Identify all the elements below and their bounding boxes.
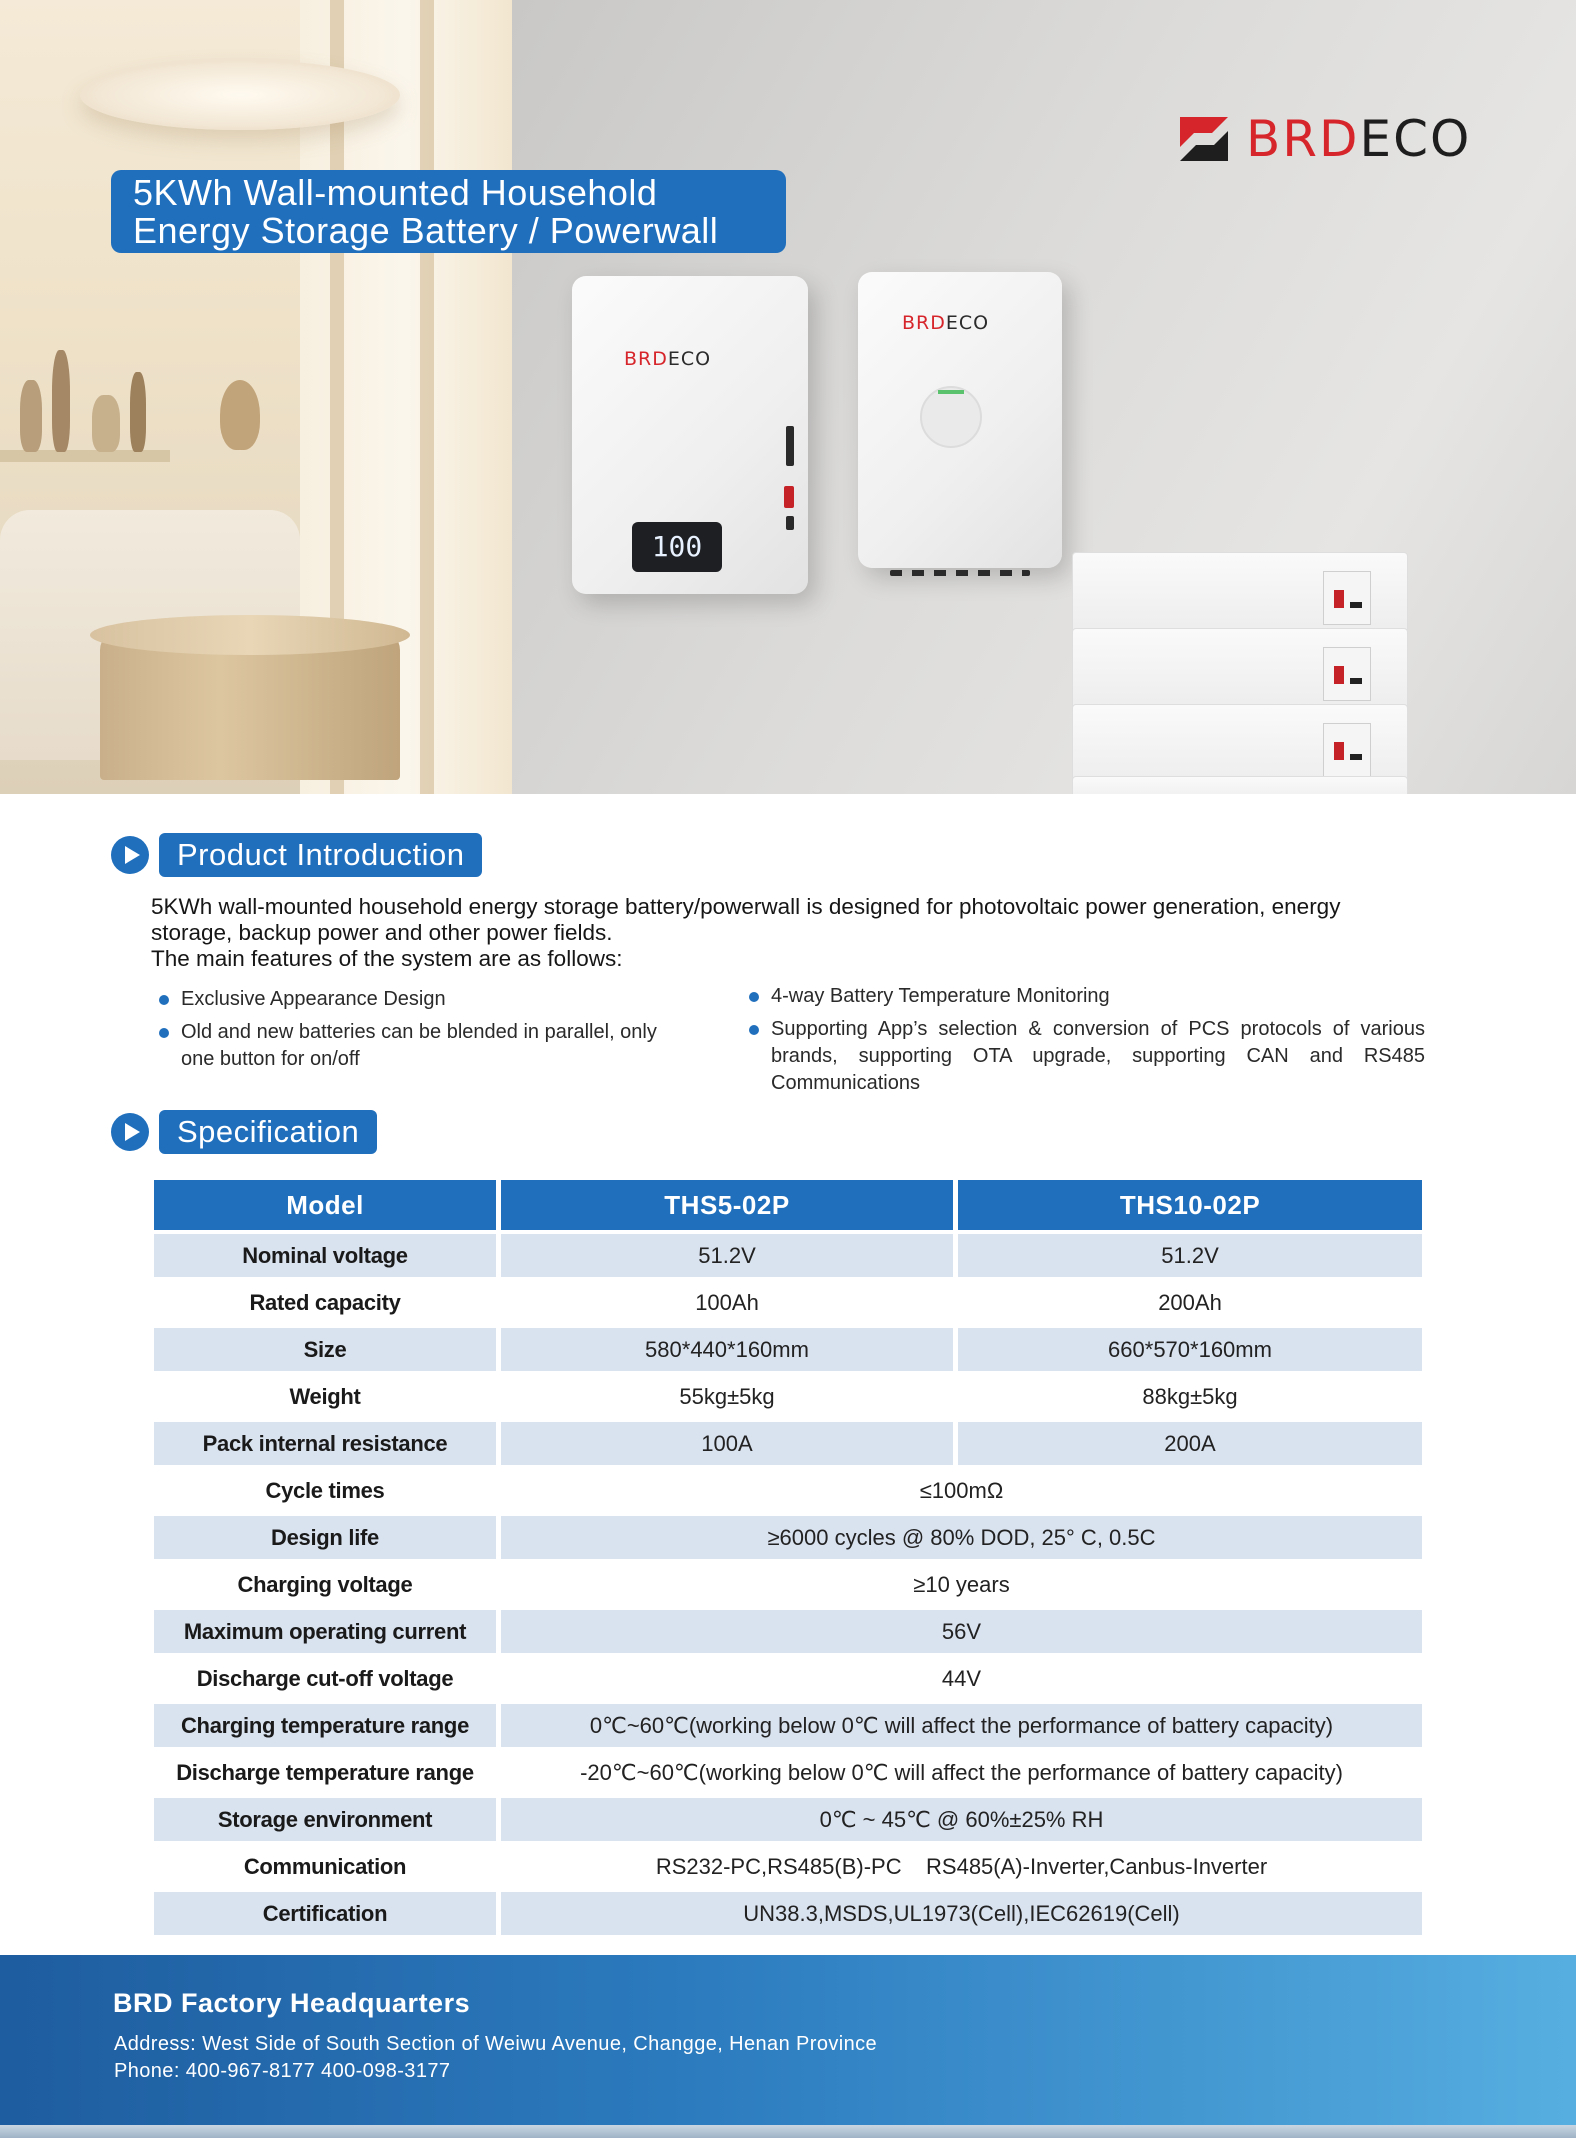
spec-label: Nominal voltage (154, 1234, 496, 1277)
section-title: Specification (159, 1110, 377, 1154)
spec-value: 200A (958, 1422, 1422, 1465)
spec-label: Discharge cut-off voltage (154, 1657, 496, 1700)
spec-label: Pack internal resistance (154, 1422, 496, 1465)
section-header-specification (111, 1110, 377, 1154)
product-title-banner (111, 170, 786, 253)
table-row (154, 1798, 1422, 1841)
spec-value: 88kg±5kg (958, 1375, 1422, 1418)
stack-battery-module (1072, 628, 1408, 716)
spec-value: 51.2V (501, 1234, 953, 1277)
brand-logo (1172, 104, 1471, 174)
spec-label: Charging voltage (154, 1563, 496, 1606)
feature-list-right (745, 983, 1425, 1103)
brand-wordmark: BRDECO (1246, 110, 1472, 168)
pendant-lamp (80, 60, 400, 130)
spec-value: 0℃~60℃(working below 0℃ will affect the performance of battery capacity) (501, 1704, 1422, 1747)
spec-label: Weight (154, 1375, 496, 1418)
product-title-line2: Energy Storage Battery / Powerwall (133, 210, 719, 251)
status-led (938, 390, 964, 394)
column-header: THS5-02P (501, 1180, 953, 1230)
spec-value: 580*440*160mm (501, 1328, 953, 1371)
spec-label: Charging temperature range (154, 1704, 496, 1747)
brand-mark-icon (1172, 107, 1236, 171)
table-row (154, 1610, 1422, 1653)
table-row (154, 1375, 1422, 1418)
spec-label: Certification (154, 1892, 496, 1935)
window-frame (420, 0, 434, 794)
power-switch (784, 486, 794, 508)
stack-battery-module (1072, 552, 1408, 640)
play-arrow-icon (111, 1113, 149, 1151)
vase (92, 395, 120, 452)
table-row (154, 1469, 1422, 1512)
introduction-text (151, 894, 1426, 972)
spec-value: ≥6000 cycles @ 80% DOD, 25° C, 0.5C (501, 1516, 1422, 1559)
footer (0, 1955, 1576, 2138)
coffee-table-top (90, 615, 410, 655)
footer-bottom-bar (0, 2125, 1576, 2138)
spec-value: 0℃ ~ 45℃ @ 60%±25% RH (501, 1798, 1422, 1841)
intro-paragraph: The main features of the system are as follows: (151, 946, 623, 971)
intro-paragraph: 5KWh wall-mounted household energy storage battery/powerwall is designed for photovoltaic power generation, energy storage, backup power and other power fields. (151, 894, 1341, 945)
product-logo: BRDECO (624, 348, 712, 370)
table-row (154, 1422, 1422, 1465)
feature-item: Exclusive Appearance Design (155, 986, 675, 1013)
spec-label: Communication (154, 1845, 496, 1888)
port (786, 516, 794, 530)
table-row (154, 1563, 1422, 1606)
spec-value: 44V (501, 1657, 1422, 1700)
spec-value: 56V (501, 1610, 1422, 1653)
vase (52, 350, 70, 452)
play-arrow-icon (111, 836, 149, 874)
table-row (154, 1328, 1422, 1371)
product-logo: BRDECO (902, 312, 990, 334)
table-row (154, 1657, 1422, 1700)
feature-item: 4-way Battery Temperature Monitoring (745, 983, 1425, 1010)
hero-banner (0, 0, 1576, 794)
spec-value: UN38.3,MSDS,UL1973(Cell),IEC62619(Cell) (501, 1892, 1422, 1935)
footer-address: Address: West Side of South Section of Weiwu Avenue, Changge, Henan Province (114, 2033, 878, 2055)
table-row (154, 1845, 1422, 1888)
footer-phone: Phone: 400-967-8177 400-098-3177 (114, 2060, 451, 2082)
battery-unit-wall (572, 276, 808, 594)
inverter-unit (858, 272, 1062, 568)
column-header: Model (154, 1180, 496, 1230)
vase (220, 380, 260, 450)
spec-value: 660*570*160mm (958, 1328, 1422, 1371)
lcd-display: 100 (632, 522, 722, 572)
spec-value: 100A (501, 1422, 953, 1465)
vase (20, 380, 42, 452)
table-row (154, 1516, 1422, 1559)
spec-label: Size (154, 1328, 496, 1371)
specification-table (149, 1176, 1427, 1939)
spec-value: 200Ah (958, 1281, 1422, 1324)
spec-value: -20℃~60℃(working below 0℃ will affect the performance of battery capacity) (501, 1751, 1422, 1794)
inverter-ports (890, 570, 1030, 576)
spec-label: Cycle times (154, 1469, 496, 1512)
feature-list-left (155, 986, 675, 1079)
table-row (154, 1892, 1422, 1935)
product-title-line1: 5KWh Wall-mounted Household (133, 172, 658, 213)
spec-value: 100Ah (501, 1281, 953, 1324)
spec-label: Design life (154, 1516, 496, 1559)
stack-battery-module (1072, 776, 1408, 794)
spec-value: 55kg±5kg (501, 1375, 953, 1418)
port (786, 426, 794, 466)
spec-label: Storage environment (154, 1798, 496, 1841)
spec-value: ≥10 years (501, 1563, 1422, 1606)
spec-value: 51.2V (958, 1234, 1422, 1277)
column-header: THS10-02P (958, 1180, 1422, 1230)
section-title: Product Introduction (159, 833, 482, 877)
section-header-introduction (111, 833, 482, 877)
living-room-photo (0, 0, 512, 794)
vase (130, 372, 146, 452)
feature-item: Old and new batteries can be blended in parallel, only one button for on/off (155, 1019, 675, 1073)
spec-value: RS232-PC,RS485(B)-PC RS485(A)-Inverter,Canbus-Inverter (501, 1845, 1422, 1888)
status-indicator-panel (920, 386, 982, 448)
table-header-row (154, 1180, 1422, 1230)
footer-title: BRD Factory Headquarters (113, 1988, 471, 2018)
table-row (154, 1234, 1422, 1277)
spec-label: Rated capacity (154, 1281, 496, 1324)
spec-value: ≤100mΩ (501, 1469, 1422, 1512)
feature-item: Supporting App’s selection & conversion of PCS protocols of various brands, supporting OTA upgrade, supporting CAN and RS485 Communications (745, 1016, 1425, 1097)
table-row (154, 1281, 1422, 1324)
table-row (154, 1704, 1422, 1747)
table-row (154, 1751, 1422, 1794)
spec-label: Maximum operating current (154, 1610, 496, 1653)
spec-label: Discharge temperature range (154, 1751, 496, 1794)
